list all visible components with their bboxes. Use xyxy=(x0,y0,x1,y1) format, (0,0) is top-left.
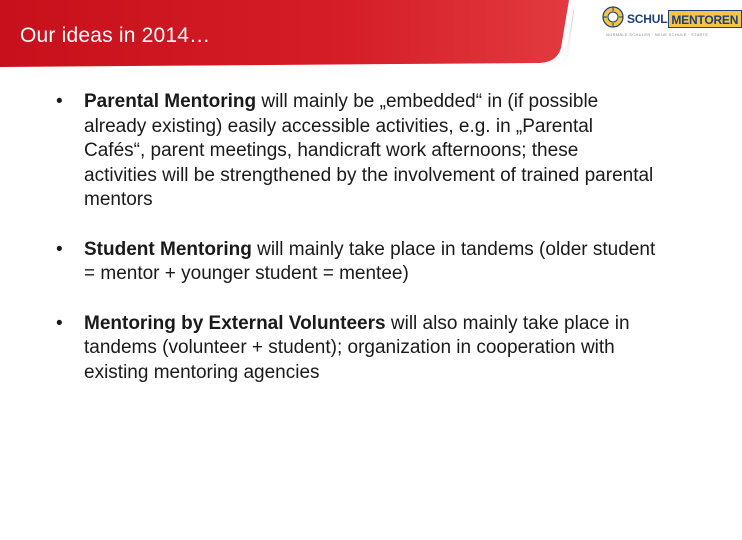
bullet-list xyxy=(56,90,656,410)
bullet-heading: Mentoring by External Volunteers xyxy=(84,312,386,334)
bullet-student-mentoring xyxy=(56,238,656,287)
bullet-marker: • xyxy=(56,238,63,260)
header-banner xyxy=(0,0,739,78)
logo-tagline: NORMALE SCHULEN · NEUE SCHULE · STARTE xyxy=(606,32,709,37)
bullet-marker: • xyxy=(56,91,63,112)
schulmentoren-logo xyxy=(602,6,739,38)
logo-wordmark xyxy=(626,10,742,28)
bullet-heading: Student Mentoring xyxy=(84,238,252,260)
bullet-heading: Parental Mentoring xyxy=(84,91,257,112)
sun-emblem-icon xyxy=(602,6,624,28)
bullet-text: will mainly take place in tandems (older student = mentor + younger student = mentee) xyxy=(84,238,656,284)
bullet-parental-mentoring xyxy=(56,90,656,213)
bullet-external-volunteers xyxy=(56,312,656,386)
bullet-text: will mainly be „embedded“ in (if possible already existing) easily accessible activities, e.g. in „Parental Cafés“, parent meetings, handicraft work afternoons; these activities will be strengthened by the involvement of trained parental mentors xyxy=(84,91,654,210)
slide-title: Our ideas in 2014… xyxy=(20,24,211,47)
logo-word-part1: SCHUL xyxy=(627,12,668,26)
bullet-text: will also mainly take place in tandems (volunteer + student); organization in cooperation with existing mentoring agencies xyxy=(84,312,630,383)
bullet-marker: • xyxy=(56,312,63,334)
logo-word-part2: MENTOREN xyxy=(668,10,742,28)
